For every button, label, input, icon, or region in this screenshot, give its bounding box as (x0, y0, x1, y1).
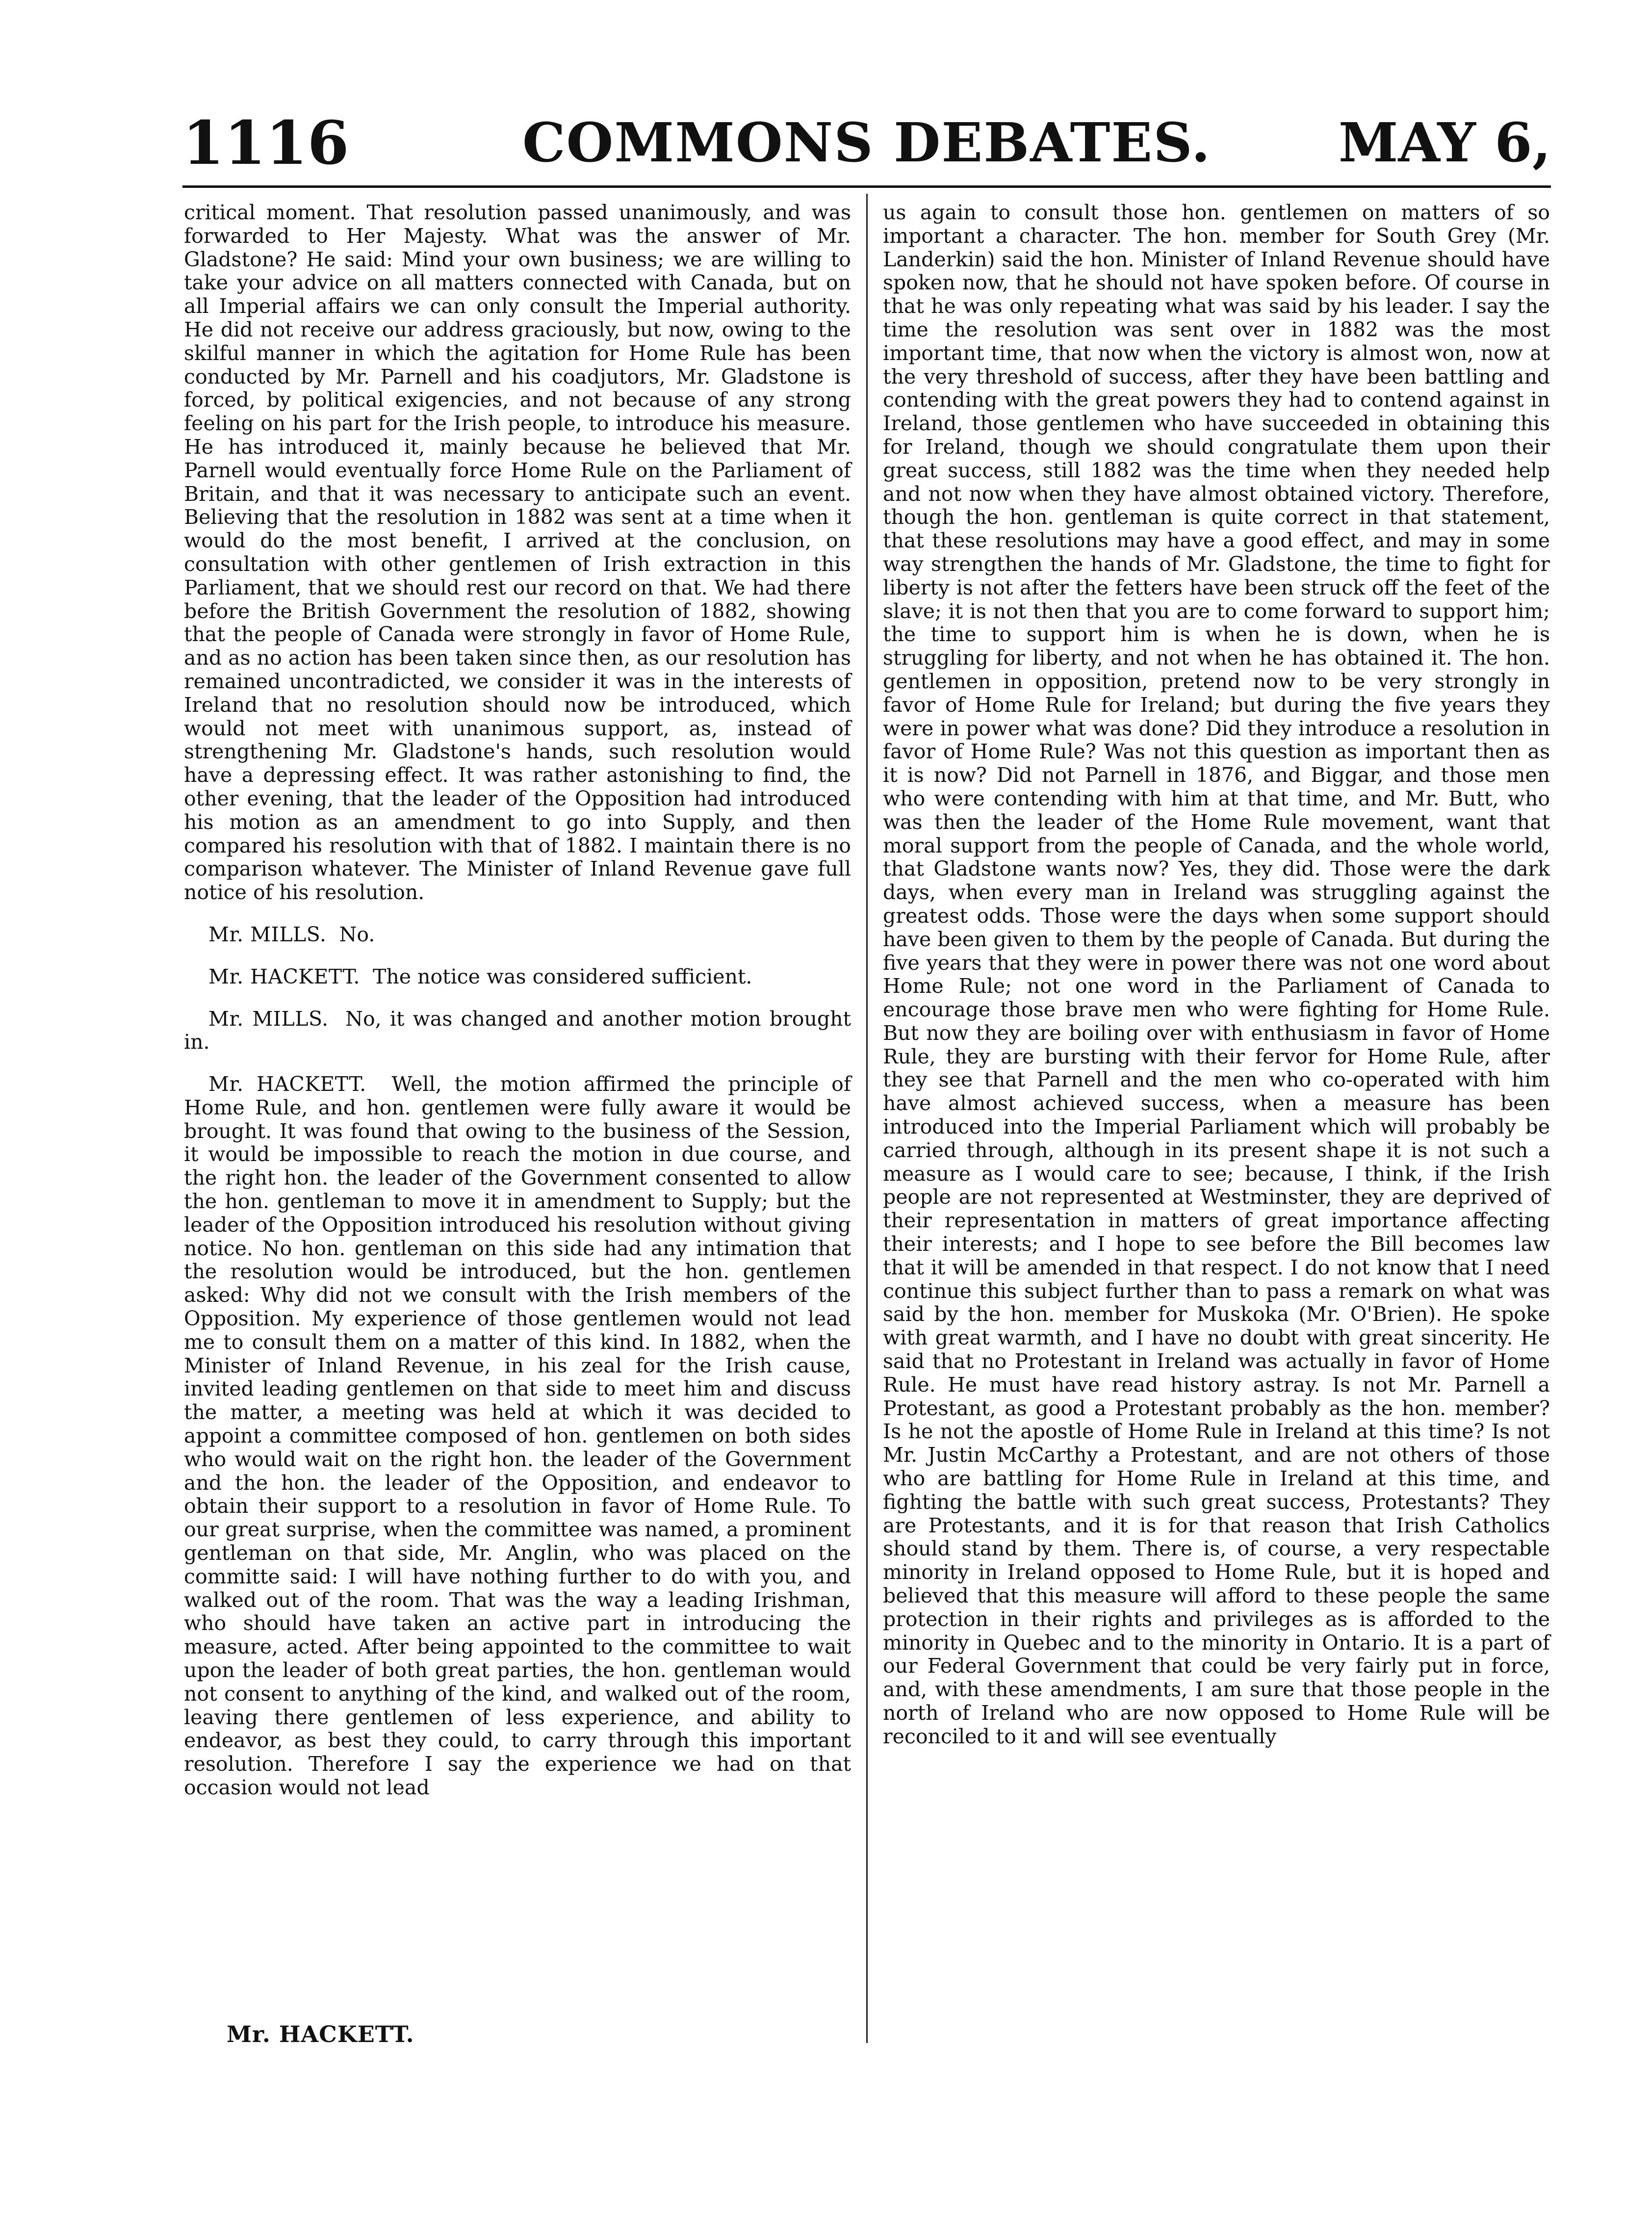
speech-text: No. (339, 922, 375, 946)
header-rule (182, 185, 1551, 188)
speech-turn (184, 1008, 851, 1055)
page-header (182, 106, 1551, 180)
speech-turn (184, 1073, 851, 1800)
speaker-name: Mr. HACKETT. (208, 1072, 366, 1096)
speaker-name: Mr. MILLS. (208, 922, 327, 946)
paragraph: critical moment. That resolution passed unanimously, and was forwarded to Her Majesty. What was the answer of Mr. Gladstone? He said: Mind your own business; we are willing to take your advice on all matters connected with Canada, but on all Imperial affairs we can only consult the Imperial authority. He did not receive our address graciously, but now, owing to the skilful manner in which the agitation for Home Rule has been conducted by Mr. Parnell and his coadjutors, Mr. Gladstone is forced, by political exigencies, and not because of any strong feeling on his part for the Irish people, to introduce his measure. He has introduced it, mainly because he believed that Mr. Parnell would eventually force Home Rule on the Parliament of Britain, and that it was necessary to anticipate such an event. Believing that the resolution in 1882 was sent at a time when it would do the most benefit, I arrived at the conclusion, on consultation with other gentlemen of Irish extraction in this Parliament, that we should rest our record on that. We had there before the British Government the resolution of 1882, showing that the people of Canada were strongly in favor of Home Rule, and as no action has been taken since then, as our resolution has remained uncontradicted, we consider it was in the interests of Ireland that no resolution should now be introduced, which would not meet with unanimous support, as, instead of strengthening Mr. Gladstone's hands, such resolution would have a depressing effect. It was rather astonishing to find, the other evening, that the leader of the Opposition had introduced his motion as an amendment to go into Supply, and then compared his resolution with that of 1882. I maintain there is no comparison whatever. The Minister of Inland Revenue gave full notice of his resolution. (184, 201, 851, 905)
column-divider (866, 194, 868, 2043)
header-date: MAY 6, (1338, 111, 1551, 174)
speech-turn (184, 965, 851, 989)
speaker-name: Mr. HACKETT. (208, 964, 360, 988)
speech-text: No, it was changed and another motion brought in. (184, 1007, 851, 1054)
right-column (883, 201, 1550, 1749)
speech-turn (184, 923, 851, 947)
paragraph: us again to consult those hon. gentlemen on matters of so important a character. The hon. member for South Grey (Mr. Landerkin) said the hon. Minister of Inland Revenue should have spoken now, that he should not have spoken before. Of course in that he was only repeating what was said by his leader. I say the time the resolution was sent over in 1882 was the most important time, that now when the victory is almost won, now at the very threshold of success, after they have been battling and contending with the great powers they had to contend against in Ireland, those gentlemen who have succeeded in obtaining this for Ireland, though we should congratulate them upon their great success, still 1882 was the time when they needed help and not now when they have almost obtained victory. Therefore, though the hon. gentleman is quite correct in that statement, that these resolutions may have a good effect, and may in some way strengthen the hands of Mr. Gladstone, the time to fight for liberty is not after the fetters have been struck off the feet of the slave; it is not then that you are to come forward to support him; the time to support him is when he is down, when he is struggling for liberty, and not when he has obtained it. The hon. gentlemen in opposition, pretend now to be very strongly in favor of Home Rule for Ireland; but during the five years they were in power what was done? Did they introduce a resolution in favor of Home Rule? Was not this question as important then as it is now? Did not Parnell in 1876, and Biggar, and those men who were contending with him at that time, and Mr. Butt, who was then the leader of the Home Rule movement, want that moral support from the people of Canada, and the whole world, that Gladstone wants now? Yes, they did. Those were the dark days, when every man in Ireland was struggling against the greatest odds. Those were the days when some support should have been given to them by the people of Canada. But during the five years that they were in power there was not one word about Home Rule; not one word in the Parliament of Canada to encourage those brave men who were fighting for Home Rule. But now they are boiling over with enthusiasm in favor of Home Rule, they are bursting with their fervor for Home Rule, after they see that Parnell and the men who co-operated with him have almost achieved success, when a measure has been introduced into the Imperial Parliament which will probably be carried through, although in its present shape it is not such a measure as I would care to see; because, I think, if the Irish people are not represented at Westminster, they are deprived of their representation in matters of great importance affecting their interests; and I hope to see before the Bill becomes law that it will be amended in that respect. I do not know that I need continue this subject further than to pass a remark on what was said by the hon. member for Muskoka (Mr. O'Brien). He spoke with great warmth, and I have no doubt with great sincerity. He said that no Protestant in Ireland was actually in favor of Home Rule. He must have read history astray. Is not Mr. Parnell a Protestant, as good a Protestant probably as the hon. member? Is he not the apostle of Home Rule in Ireland at this time? Is not Mr. Justin McCarthy a Protestant, and are not others of those who are battling for Home Rule in Ireland at this time, and fighting the battle with such great success, Protestants? They are Protestants, and it is for that reason that Irish Catholics should stand by them. There is, of course, a very respectable minority in Ireland opposed to Home Rule, but it is hoped and believed that this measure will afford to these people the same protection in their rights and privileges as is afforded to the minority in Quebec and to the minority in Ontario. It is a part of our Federal Government that could be very fairly put in force, and, with these amendments, I am sure that those people in the north of Ireland who are now opposed to Home Rule will be reconciled to it and will see eventually (883, 201, 1550, 1748)
speech-text: The notice was considered sufficient. (372, 964, 752, 988)
speech-text: Well, the motion affirmed the principle of Home Rule, and hon. gentlemen were fully aware it would be brought. It was found that owing to the business of the Session, it would be impossible to reach the motion in due course, and the right hon. the leader of the Government consented to allow the hon. gentleman to move it in amendment to Supply; but the leader of the Opposition introduced his resolution without giving notice. No hon. gentleman on this side had any intimation that the resolution would be introduced, but the hon. gentlemen asked: Why did not we consult with the Irish members of the Opposition. My experience of those gentlemen would not lead me to consult them on a matter of this kind. In 1882, when the Minister of Inland Revenue, in his zeal for the Irish cause, invited leading gentlemen on that side to meet him and discuss the matter, a meeting was held at which it was decided to appoint a committee composed of hon. gentlemen on both sides who would wait on the right hon. the leader of the Government and the hon. the leader of the Opposition, and endeavor to obtain their support to a resolution in favor of Home Rule. To our great surprise, when the committee was named, a prominent gentleman on that side, Mr. Anglin, who was placed on the committe said: I will have nothing further to do with you, and walked out of the room. That was the way a leading Irishman, who should have taken an active part in introducing the measure, acted. After being appointed to the committee to wait upon the leader of both great parties, the hon. gentleman would not consent to anything of the kind, and walked out of the room, leaving there gentlemen of less experience, and ability to endeavor, as best they could, to carry through this important resolution. Therefore I say the experience we had on that occasion would not lead (184, 1072, 851, 1799)
running-title: COMMONS DEBATES. (522, 111, 1212, 174)
footer-speaker-name: Mr. HACKETT. (227, 2021, 414, 2047)
page-number: 1116 (182, 107, 349, 178)
speaker-name: Mr. MILLS. (208, 1007, 329, 1031)
left-column (184, 201, 851, 1800)
